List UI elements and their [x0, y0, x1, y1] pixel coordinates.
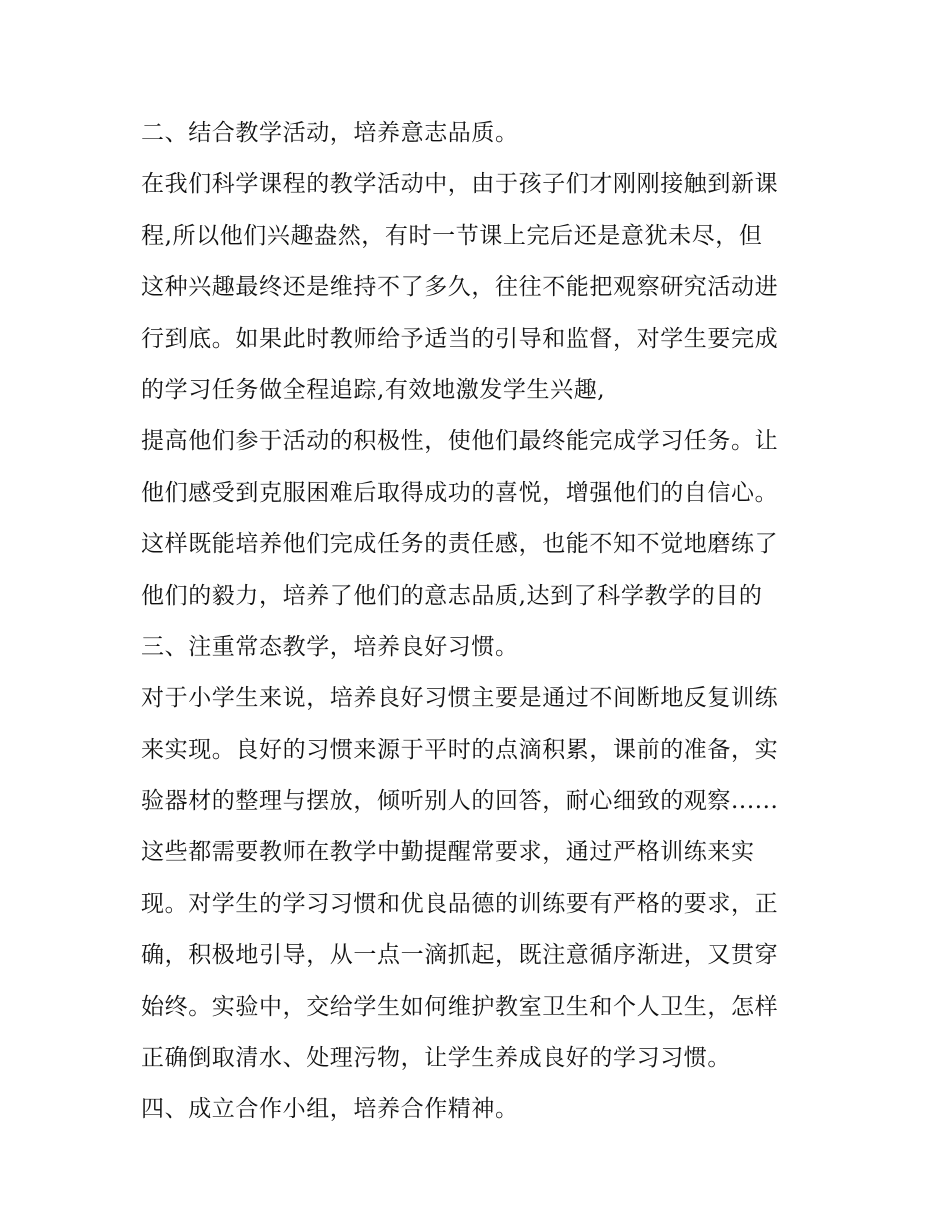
paragraph-line: 正确倒取清水、处理污物，让学生养成良好的学习习惯。 [141, 1045, 731, 1072]
paragraph-line: 这种兴趣最终还是维持不了多久，往往不能把观察研究活动进 [141, 274, 779, 301]
paragraph-line: 这些都需要教师在教学中勤提醒常要求，通过严格训练来实 [141, 839, 755, 866]
paragraph-line: 验器材的整理与摆放，倾听别人的回答，耐心细致的观察...... [141, 788, 779, 815]
paragraph-line: 他们感受到克服困难后取得成功的喜悦，增强他们的自信心。 [141, 479, 779, 506]
paragraph-line: 程,所以他们兴趣盎然，有时一节课上完后还是意犹未尽，但 [141, 222, 763, 249]
paragraph-line: 在我们科学课程的教学活动中，由于孩子们才刚刚接触到新课 [141, 171, 779, 198]
paragraph-line: 他们的毅力，培养了他们的意志品质,达到了科学教学的目的 [141, 582, 763, 609]
paragraph-line: 这样既能培养他们完成任务的责任感，也能不知不觉地磨练了 [141, 531, 779, 558]
paragraph-line: 现。对学生的学习习惯和优良品德的训练要有严格的要求，正 [141, 890, 779, 917]
section-heading-2: 二、结合教学活动，培养意志品质。 [141, 120, 519, 146]
document-body [141, 108, 821, 1136]
section-heading-3: 三、注重常态教学，培养良好习惯。 [141, 633, 519, 660]
paragraph-line: 的学习任务做全程追踪,有效地激发学生兴趣, [141, 376, 606, 403]
paragraph-line: 确，积极地引导，从一点一滴抓起，既注意循序渐进，又贯穿 [141, 942, 779, 969]
section-heading-4: 四、成立合作小组，培养合作精神。 [141, 1096, 519, 1123]
paragraph-line: 对于小学生来说，培养良好习惯主要是通过不间断地反复训练 [141, 685, 779, 712]
paragraph-line: 提高他们参于活动的积极性，使他们最终能完成学习任务。让 [141, 428, 779, 455]
paragraph-line: 行到底。如果此时教师给予适当的引导和监督，对学生要完成 [141, 325, 779, 352]
paragraph-line: 来实现。良好的习惯来源于平时的点滴积累，课前的准备，实 [141, 736, 779, 763]
paragraph-line: 始终。实验中，交给学生如何维护教室卫生和个人卫生，怎样 [141, 993, 779, 1020]
